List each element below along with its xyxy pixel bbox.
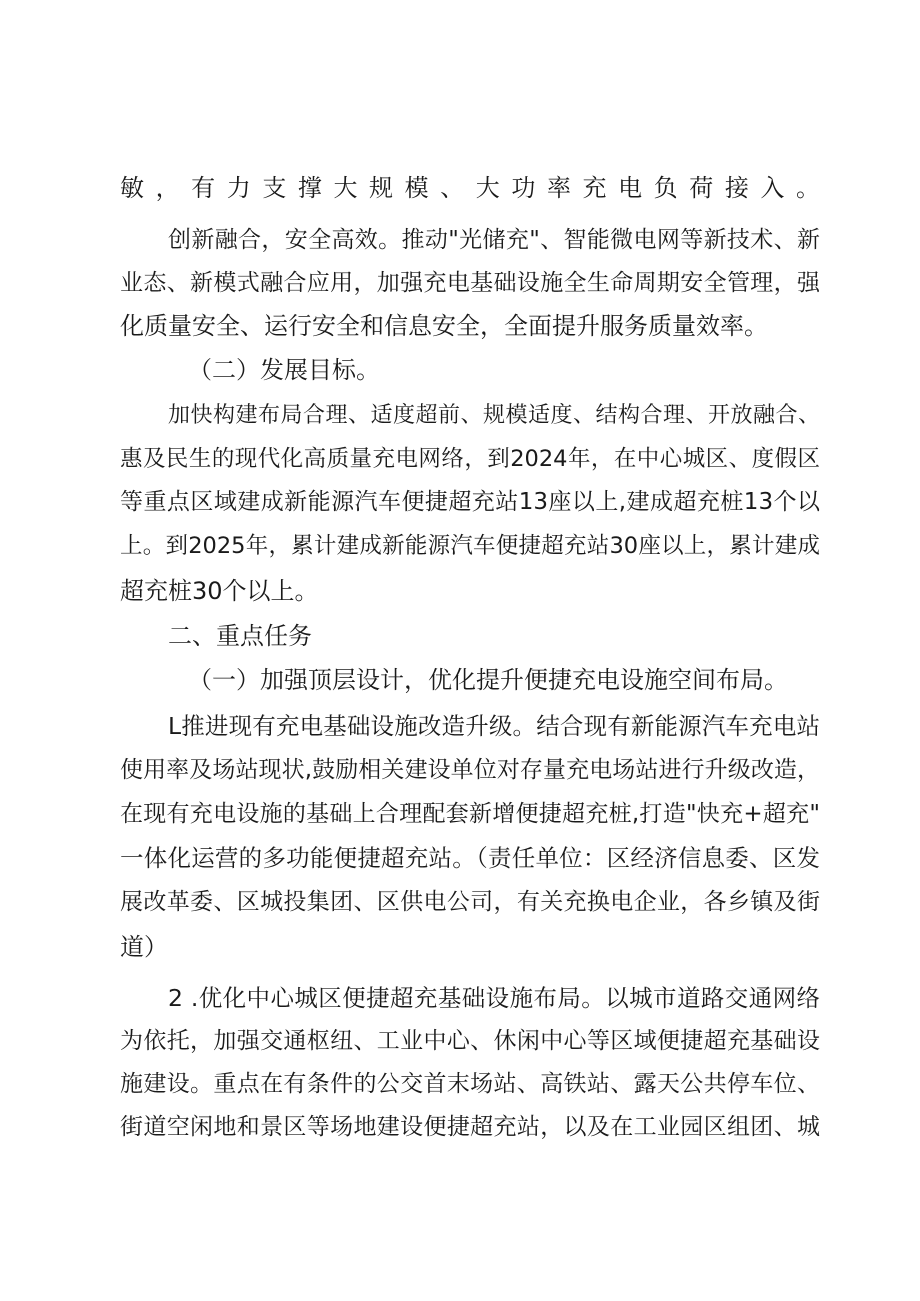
- text-line: 敏，有力支撑大规模、大功率充电负荷接入。: [120, 174, 820, 202]
- text-line: 在现有充电设施的基础上合理配套新增便捷超充桩,打造"快充+超充": [120, 801, 820, 827]
- section-heading: 二、重点任务: [168, 622, 312, 650]
- text-line: 化质量安全、运行安全和信息安全，全面提升服务质量效率。: [120, 312, 768, 340]
- text-line: 惠及民生的现代化高质量充电网络，到2024年，在中心城区、度假区: [120, 446, 820, 472]
- text-line: 展改革委、区城投集团、区供电公司，有关充换电企业，各乡镇及街: [120, 889, 820, 915]
- text-line: 一体化运营的多功能便捷超充站。（责任单位：区经济信息委、区发: [120, 844, 820, 872]
- text-line: 加快构建布局合理、适度超前、规模适度、结构合理、开放融合、: [168, 403, 820, 428]
- text-line: 等重点区域建成新能源汽车便捷超充站13座以上,建成超充桩13个以: [120, 489, 820, 515]
- section-heading: （二）发展目标。: [188, 356, 380, 384]
- text-line: 超充桩30个以上。: [120, 577, 319, 605]
- text-line: 使用率及场站现状,鼓励相关建设单位对存量充电场站进行升级改造，: [120, 757, 820, 783]
- text-line: 为依托，加强交通枢纽、工业中心、休闲中心等区域便捷超充基础设: [120, 1028, 820, 1054]
- text-line: 业态、新模式融合应用，加强充电基础设施全生命周期安全管理，强: [120, 270, 820, 296]
- text-line: 道）: [120, 933, 168, 961]
- text-line: 创新融合，安全高效。推动"光储充"、智能微电网等新技术、新: [168, 227, 820, 253]
- text-line: 2 .优化中心城区便捷超充基础设施布局。以城市道路交通网络: [168, 984, 820, 1012]
- text-line: 施建设。重点在有条件的公交首末场站、高铁站、露天公共停车位、: [120, 1071, 820, 1097]
- text-line: 上。到2025年，累计建成新能源汽车便捷超充站30座以上，累计建成: [120, 533, 820, 559]
- text-line: 街道空闲地和景区等场地建设便捷超充站，以及在工业园区组团、城: [120, 1114, 820, 1140]
- section-heading: （一）加强顶层设计，优化提升便捷充电设施空间布局。: [188, 666, 788, 694]
- text-line: L推进现有充电基础设施改造升级。结合现有新能源汽车充电站: [168, 712, 820, 740]
